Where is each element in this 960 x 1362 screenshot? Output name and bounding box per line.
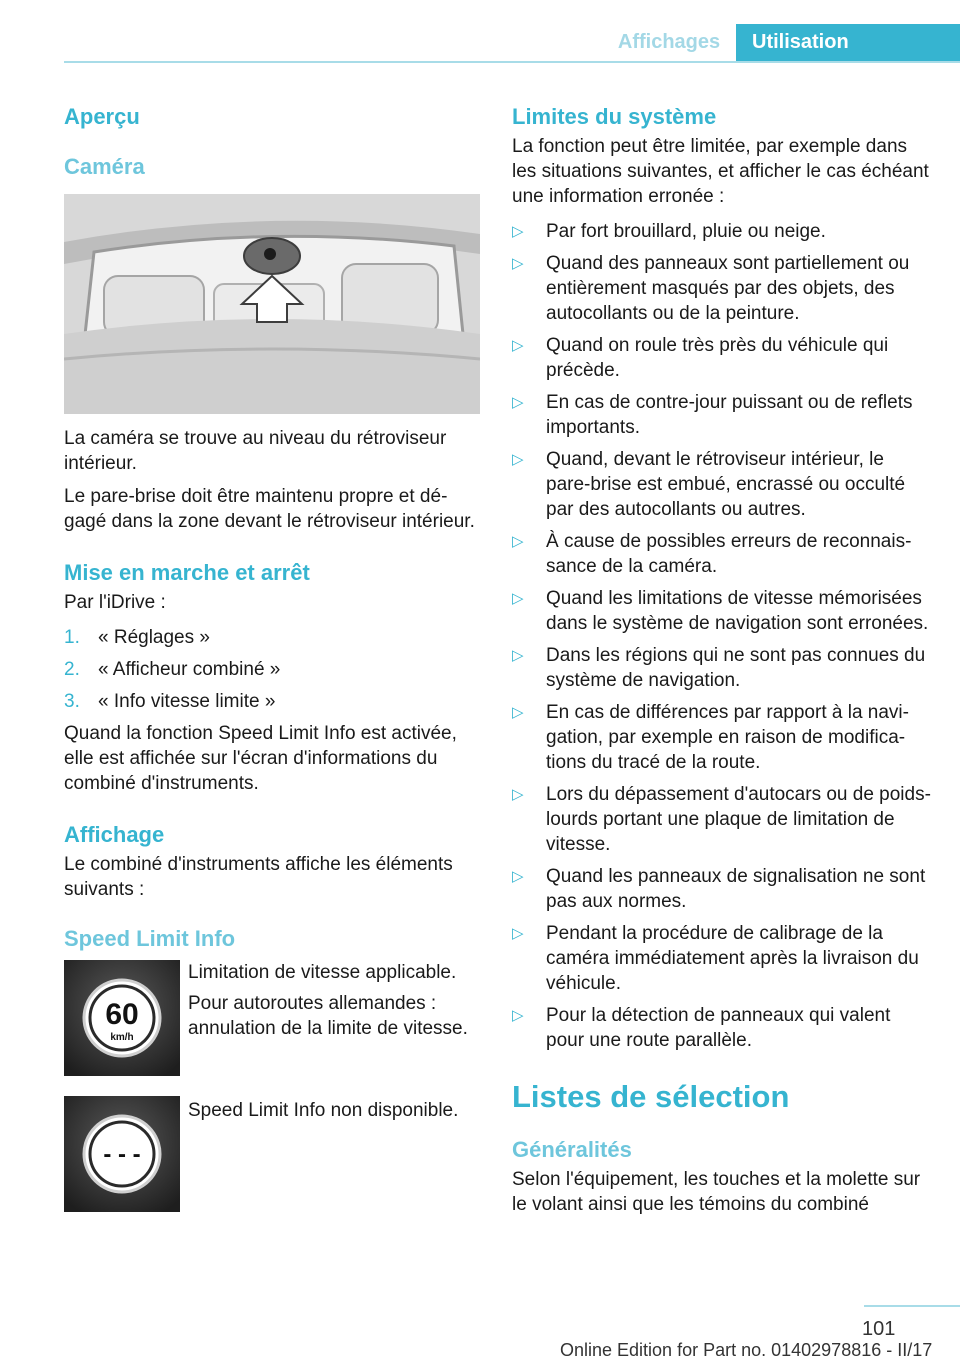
list-item: ▷ En cas de différences par rapport à la navigation, par exemple en raison de modifications du tracé de la route. <box>512 702 909 773</box>
heading-mise-en-marche: Mise en marche et arrêt <box>64 560 310 585</box>
edition-note: Online Edition for Part no. 01402978816 - II/17 <box>560 1340 933 1360</box>
header-rule <box>64 61 960 63</box>
triangle-bullet-icon: ▷ <box>512 925 524 942</box>
list-item: ▷ À cause de possibles erreurs de reconnaissance de la caméra. <box>512 531 912 577</box>
limitations-list <box>512 219 932 1053</box>
generalites-text: Selon l'équipement, les touches et la molette sur le volant ainsi que les témoins du combiné <box>512 1169 921 1215</box>
triangle-bullet-icon: ▷ <box>512 704 524 721</box>
list-item: ▷ Quand des panneaux sont partiellement ou entièrement masqués par des objets, des autocollants ou de la peinture. <box>512 253 910 324</box>
steps-list <box>64 625 480 714</box>
heading-camera: Caméra <box>64 154 145 179</box>
list-item: ▷ Pendant la procédure de calibrage de la caméra immédiatement après la livraison du véhicule. <box>512 923 919 994</box>
section-tab-affichages: Affichages <box>617 31 721 53</box>
speed-limit-sign-icon <box>64 960 180 1076</box>
list-item: ▷ Dans les régions qui ne sont pas connues du système de navigation. <box>512 645 926 691</box>
triangle-bullet-icon: ▷ <box>512 223 524 240</box>
sign-limit-text <box>188 960 480 1076</box>
heading-generalites: Généralités <box>512 1137 632 1162</box>
list-item: ▷ Par fort brouillard, pluie ou neige. <box>512 221 826 242</box>
list-item: ▷ Pour la détection de panneaux qui valent pour une route parallèle. <box>512 1005 891 1051</box>
left-column <box>64 100 480 1212</box>
sign-value: 60 <box>105 998 139 1031</box>
triangle-bullet-icon: ▷ <box>512 647 524 664</box>
sign-unavailable-text <box>188 1096 458 1212</box>
mise-intro: Par l'iDrive : <box>64 592 166 613</box>
heading-affichage: Affichage <box>64 822 165 847</box>
mise-text: Quand la fonction Speed Limit Info est activée, elle est affichée sur l'écran d'informations du combiné d'instruments. <box>64 723 457 794</box>
sign1-text-2: Pour autoroutes allemandes : annulation de la limite de vitesse. <box>188 993 468 1039</box>
heading-listes-de-selection: Listes de sélection <box>512 1079 790 1114</box>
list-item: 2. « Afficheur combiné » <box>64 659 281 680</box>
section-tab-utilisation: Utilisation <box>736 24 960 61</box>
triangle-bullet-icon: ▷ <box>512 868 524 885</box>
triangle-bullet-icon: ▷ <box>512 337 524 354</box>
sign1-text-1: Limitation de vitesse applicable. <box>188 962 457 983</box>
right-column <box>512 100 932 1217</box>
triangle-bullet-icon: ▷ <box>512 255 524 272</box>
triangle-bullet-icon: ▷ <box>512 590 524 607</box>
heading-limites: Limites du système <box>512 104 717 129</box>
camera-text-1: La caméra se trouve au niveau du rétroviseur intérieur. <box>64 428 447 474</box>
camera-text-2: Le pare-brise doit être maintenu propre et dégagé dans la zone devant le rétroviseur intérieur. <box>64 486 475 532</box>
triangle-bullet-icon: ▷ <box>512 786 524 803</box>
triangle-bullet-icon: ▷ <box>512 451 524 468</box>
triangle-bullet-icon: ▷ <box>512 533 524 550</box>
heading-speed-limit-info: Speed Limit Info <box>64 926 236 951</box>
list-item: ▷ Quand, devant le rétroviseur intérieur, le pare-brise est embué, encrassé ou occulté par des autocollants ou autres. <box>512 449 906 520</box>
sign-row-unavailable <box>64 1096 480 1212</box>
limites-intro: La fonction peut être limitée, par exemple dans les situations suivantes, et afficher le cas échéant une information erronée : <box>512 136 929 207</box>
list-item: ▷ Lors du dépassement d'autocars ou de poids-lourds portant une plaque de limitation de vitesse. <box>512 784 931 855</box>
sign-unit: km/h <box>110 1032 134 1043</box>
triangle-bullet-icon: ▷ <box>512 1007 524 1024</box>
camera-location-illustration <box>64 194 480 414</box>
list-item: 3. « Info vitesse limite » <box>64 691 276 712</box>
triangle-bullet-icon: ▷ <box>512 394 524 411</box>
speed-limit-unavailable-icon <box>64 1096 180 1212</box>
sign-dashes: - - - <box>103 1141 141 1168</box>
page-number: 101 <box>862 1318 896 1340</box>
heading-apercu: Aperçu <box>64 104 140 129</box>
list-item: ▷ Quand on roule très près du véhicule qui précède. <box>512 335 889 381</box>
affichage-text: Le combiné d'instruments affiche les éléments suivants : <box>64 854 453 900</box>
footer-rule <box>864 1305 960 1307</box>
list-item: ▷ En cas de contre-jour puissant ou de reflets importants. <box>512 392 913 438</box>
sign-row-limit <box>64 960 480 1076</box>
list-item: ▷ Quand les limitations de vitesse mémorisées dans le système de navigation sont erronées. <box>512 588 929 634</box>
list-item: ▷ Quand les panneaux de signalisation ne sont pas aux normes. <box>512 866 926 912</box>
sign2-text-1: Speed Limit Info non disponible. <box>188 1100 459 1121</box>
list-item: 1. « Réglages » <box>64 627 210 648</box>
